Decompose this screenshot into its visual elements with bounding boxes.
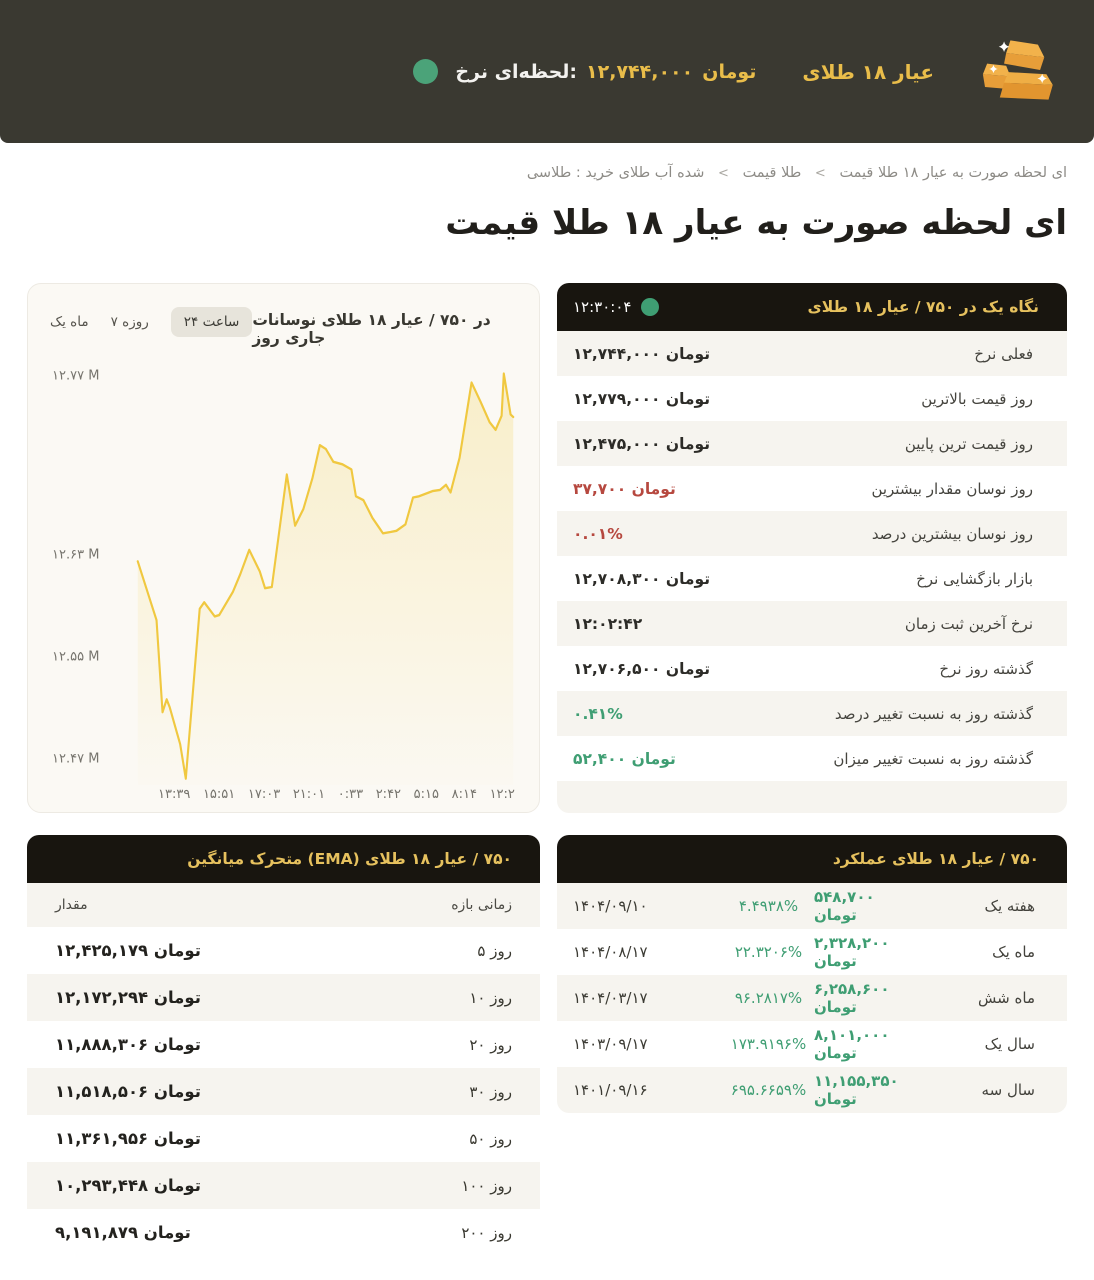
table-row	[557, 331, 1067, 376]
table-row	[557, 736, 1067, 781]
table-column-headers	[27, 883, 540, 927]
table-row	[557, 1067, 1067, 1113]
row-label: نرخ روز گذشته	[939, 659, 1033, 678]
row-date: ۱۴۰۳/۰۹/۱۷	[573, 1035, 648, 1053]
row-value: ۳۷,۷۰۰ تومان	[573, 479, 676, 498]
breadcrumb	[27, 165, 1067, 181]
row-value: ۹,۱۹۱,۸۷۹ تومان	[55, 1223, 191, 1242]
row-label: ۲۰۰ روز	[461, 1223, 512, 1242]
row-value: ۱۲,۷۰۸,۳۰۰ تومان	[573, 569, 711, 588]
row-value: ۱۲,۷۷۹,۰۰۰ تومان	[573, 389, 711, 408]
x-axis-tick: ۱۷:۰۳	[247, 787, 281, 802]
ema-table-title: میانگین متحرک (EMA) طلای ۱۸ عیار / ۷۵۰	[187, 850, 512, 868]
row-value: ۰.۴۱%	[573, 704, 623, 723]
row-label: یک هفته	[984, 897, 1035, 915]
chevron-left-icon: <	[814, 166, 826, 181]
chart-plot-area	[50, 357, 517, 785]
row-label: ۱۰۰ روز	[461, 1176, 512, 1195]
table-row	[27, 1162, 540, 1209]
x-axis-tick: ۲:۴۲	[375, 787, 402, 802]
performance-table-card	[557, 835, 1067, 1113]
row-value: ۱۲:۰۲:۴۲	[573, 614, 643, 633]
row-date: ۱۴۰۴/۰۹/۱۰	[573, 897, 648, 915]
x-axis-tick: ۰:۳۳	[337, 787, 364, 802]
col-header-value: مقدار	[55, 897, 88, 913]
row-label: پایین ترین قیمت روز	[904, 434, 1033, 453]
table-row	[557, 691, 1067, 736]
row-label: درصد بیشترین نوسان روز	[871, 524, 1033, 543]
table-row	[557, 511, 1067, 556]
x-axis-tick: ۸:۱۴	[451, 787, 477, 802]
ema-table-header	[27, 835, 540, 883]
col-header-period: بازه زمانی	[451, 897, 512, 913]
tab-one-month[interactable]: یک ماه	[50, 314, 89, 330]
last-update-time: ۱۲:۳۰:۰۴	[573, 298, 632, 316]
table-row	[557, 601, 1067, 646]
table-row	[27, 1115, 540, 1162]
site-title: طلای ۱۸ عیار	[802, 59, 934, 84]
row-percent: ۲۲.۳۲۰۶%	[734, 943, 803, 961]
gold-bars-icon	[980, 34, 1062, 110]
row-amount: ۲,۳۲۸,۲۰۰ تومان	[814, 934, 890, 970]
row-amount: ۸,۱۰۱,۰۰۰ تومان	[814, 1026, 890, 1062]
price-line-chart	[136, 357, 515, 785]
row-label: زمان ثبت آخرین نرخ	[904, 614, 1033, 633]
live-rate-label: نرخ لحظه‌ای:	[455, 60, 578, 83]
row-label: ۲۰ روز	[469, 1035, 512, 1054]
breadcrumb-item-home[interactable]: طلاسی : خرید طلای آب شده	[526, 165, 705, 181]
table-row	[27, 1021, 540, 1068]
y-axis-tick: ۱۲.۷۷ M	[52, 368, 100, 384]
live-status-dot	[641, 298, 659, 316]
performance-table-title: عملکرد طلای ۱۸ عیار / ۷۵۰	[832, 850, 1039, 868]
performance-table-header	[557, 835, 1067, 883]
row-amount: ۱۱,۱۵۵,۳۵۰ تومان	[814, 1072, 899, 1108]
glance-table-header	[557, 283, 1067, 331]
y-axis-tick: ۱۲.۴۷ M	[52, 751, 100, 767]
row-label: یک ماه	[992, 943, 1035, 961]
row-value: ۱۲,۴۲۵,۱۷۹ تومان	[55, 941, 201, 960]
table-row	[27, 1209, 540, 1256]
tab-24-hours[interactable]: ۲۴ ساعت	[171, 307, 253, 337]
glance-table-title: طلای ۱۸ عیار / ۷۵۰ در یک نگاه	[807, 298, 1039, 316]
row-percent: ۱۷۳.۹۱۹۶%	[730, 1035, 807, 1053]
table-row	[557, 929, 1067, 975]
row-percent: ۶۹۵.۶۶۵۹%	[730, 1081, 807, 1099]
row-value: ۱۱,۸۸۸,۳۰۶ تومان	[55, 1035, 201, 1054]
row-amount: ۵۴۸,۷۰۰ تومان	[814, 888, 875, 924]
row-value: ۱۲,۴۷۵,۰۰۰ تومان	[573, 434, 711, 453]
row-label: ۳۰ روز	[469, 1082, 512, 1101]
breadcrumb-item-gold-price[interactable]: قیمت طلا	[742, 165, 802, 181]
table-row	[27, 974, 540, 1021]
row-value: ۱۱,۵۱۸,۵۰۶ تومان	[55, 1082, 201, 1101]
row-percent: ۹۶.۲۸۱۷%	[734, 989, 803, 1007]
row-date: ۱۴۰۴/۰۳/۱۷	[573, 989, 648, 1007]
y-axis-tick: ۱۲.۶۳ M	[52, 547, 100, 563]
table-row	[557, 556, 1067, 601]
row-value: ۱۱,۳۶۱,۹۵۶ تومان	[55, 1129, 201, 1148]
row-label: سه سال	[981, 1081, 1035, 1099]
table-row	[27, 927, 540, 974]
row-label: شش ماه	[978, 989, 1035, 1007]
ema-table-card	[27, 835, 540, 1256]
row-date: ۱۴۰۱/۰۹/۱۶	[573, 1081, 648, 1099]
row-label: بالاترین قیمت روز	[921, 389, 1033, 408]
row-label: ۱۰ روز	[469, 988, 512, 1007]
live-rate-unit: تومان	[702, 60, 757, 83]
row-date: ۱۴۰۴/۰۸/۱۷	[573, 943, 648, 961]
row-label: بیشترین مقدار نوسان روز	[871, 479, 1033, 498]
table-row	[27, 1068, 540, 1115]
live-rate-value: ۱۲,۷۴۴,۰۰۰	[586, 60, 694, 83]
row-value: ۱۲,۱۷۲,۲۹۴ تومان	[55, 988, 201, 1007]
chart-area-fill	[138, 374, 513, 785]
breadcrumb-item-current: قیمت طلا ۱۸ عیار به صورت لحظه ای	[839, 165, 1067, 181]
page-title: قیمت طلا ۱۸ عیار به صورت لحظه ای	[445, 203, 1067, 243]
app-header	[0, 0, 1094, 143]
y-axis-tick: ۱۲.۵۵ M	[52, 649, 100, 665]
table-row	[557, 466, 1067, 511]
row-value: ۱۲,۷۴۴,۰۰۰ تومان	[573, 344, 711, 363]
price-chart-card	[27, 283, 540, 813]
row-value: ۱۰,۲۹۳,۴۴۸ تومان	[55, 1176, 201, 1195]
table-row	[557, 1021, 1067, 1067]
table-row	[557, 975, 1067, 1021]
row-amount: ۶,۲۵۸,۶۰۰ تومان	[814, 980, 890, 1016]
chart-title: نوسانات طلای ۱۸ عیار / ۷۵۰ در روز جاری	[252, 311, 491, 347]
row-label: نرخ بازگشایی بازار	[916, 569, 1033, 588]
chart-range-tabs	[50, 302, 252, 337]
row-label: میزان تغییر نسبت به روز گذشته	[833, 749, 1033, 768]
table-row	[557, 646, 1067, 691]
glance-table-card	[557, 283, 1067, 813]
row-label: ۵۰ روز	[469, 1129, 512, 1148]
table-row	[557, 421, 1067, 466]
chevron-left-icon: <	[718, 166, 729, 181]
live-rate-group	[413, 59, 756, 84]
x-axis-labels	[158, 787, 515, 802]
row-value: ۱۲,۷۰۶,۵۰۰ تومان	[573, 659, 711, 678]
row-label: ۵ روز	[477, 941, 512, 960]
x-axis-tick: ۱۳:۳۹	[158, 787, 191, 802]
table-footer	[557, 781, 1067, 813]
x-axis-tick: ۱۵:۵۱	[202, 787, 236, 802]
live-status-dot	[413, 59, 438, 84]
table-row	[557, 883, 1067, 929]
row-value: ۰.۰۱%	[573, 524, 623, 543]
table-row	[557, 376, 1067, 421]
x-axis-tick: ۵:۱۵	[413, 787, 439, 802]
row-label: یک سال	[984, 1035, 1035, 1053]
row-label: نرخ فعلی	[974, 344, 1033, 363]
row-label: درصد تغییر نسبت به روز گذشته	[834, 704, 1033, 723]
row-value: ۵۲,۴۰۰ تومان	[573, 749, 676, 768]
x-axis-tick: ۱۲:۲	[489, 787, 515, 802]
row-percent: ۴.۴۹۳۸%	[738, 897, 799, 915]
tab-seven-days[interactable]: ۷ روزه	[110, 314, 149, 330]
x-axis-tick: ۲۱:۰۱	[292, 787, 326, 802]
